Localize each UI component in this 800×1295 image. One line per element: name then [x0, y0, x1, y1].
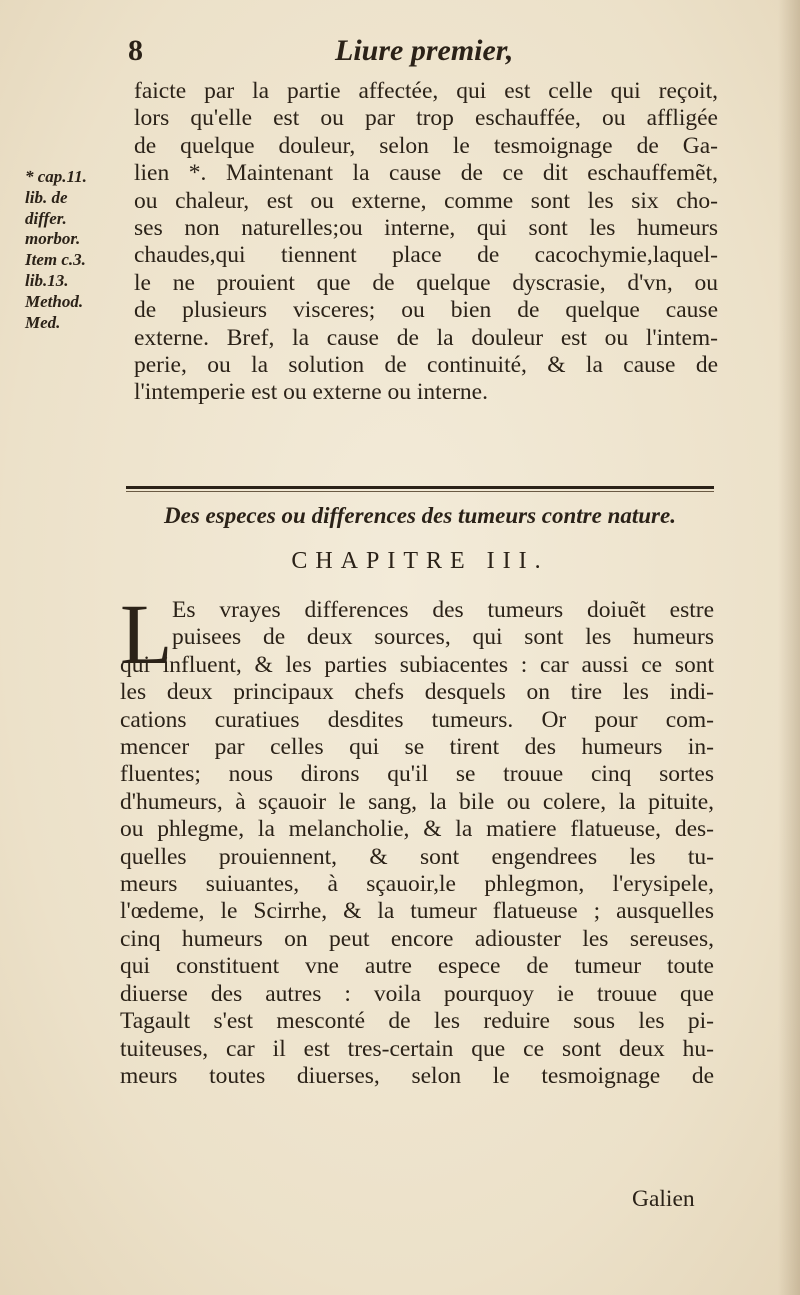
section-title: Des especes ou differences des tumeurs contre nature.: [164, 503, 676, 528]
page-edge-shadow: [778, 0, 800, 1295]
chapter-line: cinq humeurs on peut encore adiouster les sereuses,: [120, 925, 714, 952]
body-line: de quelque douleur, selon le tesmoignage de Ga-: [134, 132, 718, 159]
section-divider: [126, 486, 714, 489]
section-divider-thin: [126, 491, 714, 492]
page-header: [0, 30, 800, 80]
chapter-line: ou phlegme, la melancholie, & la matiere flatueuse, des-: [120, 816, 714, 843]
chapter-line: puisees de deux sources, qui sont les humeurs: [172, 624, 714, 651]
marginal-note-line: lib.13.: [25, 270, 69, 290]
chapter-line: tuiteuses, car il est tres-certain que ce sont deux hu-: [120, 1035, 714, 1062]
chapter-line: fluentes; nous dirons qu'il se trouue cinq sortes: [120, 761, 714, 788]
chapter-line: meurs toutes diuerses, selon le tesmoignage de: [120, 1062, 714, 1089]
chapter-line: mencer par celles qui se tirent des humeurs in-: [120, 734, 714, 761]
body-line: de plusieurs visceres; ou bien de quelque cause: [134, 297, 718, 324]
marginal-note-line: Item c.3.: [25, 250, 86, 270]
catchword: Galien: [632, 1186, 695, 1212]
chapter-line: l'œdeme, le Scirrhe, & la tumeur flatueuse ; ausquelles: [120, 898, 714, 925]
chapter-line: qui influent, & les parties subiacentes : car aussi ce sont: [120, 651, 714, 678]
marginal-note-line: lib. de: [25, 187, 68, 207]
body-line: ses non naturelles;ou interne, qui sont les humeurs: [134, 215, 718, 242]
body-line: l'intemperie est ou externe ou interne.: [134, 379, 488, 406]
body-line: le ne prouient que de quelque dyscrasie, d'vn, ou: [134, 269, 718, 296]
body-paragraph: [134, 78, 718, 407]
body-line: faicte par la partie affectée, qui est celle qui reçoit,: [134, 78, 718, 104]
body-line: chaudes,qui tiennent place de cacochymie,laquel-: [134, 242, 718, 269]
body-line: externe. Bref, la cause de la douleur est ou l'intem-: [134, 324, 718, 351]
chapter-line: meurs suiuantes, à sçauoir,le phlegmon, l'erysipele,: [120, 871, 714, 898]
marginal-note-line: Method.: [25, 291, 84, 311]
chapter-line: Tagault s'est mesconté de les reduire sous les pi-: [120, 1008, 714, 1035]
running-title: Liure premier,: [335, 34, 514, 67]
chapter-line: Es vrayes differences des tumeurs doiuẽt estre: [172, 597, 714, 623]
chapter-line: quelles prouiennent, & sont engendrees les tu-: [120, 843, 714, 870]
body-line: ou chaleur, est ou externe, comme sont les six cho-: [134, 187, 718, 214]
chapter-line: les deux principaux chefs desquels on tire les indi-: [120, 679, 714, 706]
marginal-note-line: Med.: [25, 312, 61, 332]
marginal-note-line: differ.: [25, 208, 67, 228]
body-line: lien *. Maintenant la cause de ce dit eschauffemẽt,: [134, 160, 718, 187]
body-line: lors qu'elle est ou par trop eschauffée, ou affligée: [134, 105, 718, 132]
body-line: perie, ou la solution de continuité, & la cause de: [134, 352, 718, 379]
marginal-note-line: morbor.: [25, 229, 81, 249]
chapter-heading: CHAPITRE III.: [291, 548, 549, 574]
chapter-line: diuerse des autres : voila pourquoy ie trouue que: [120, 980, 714, 1007]
marginal-note-line: * cap.11.: [25, 167, 87, 186]
chapter-paragraph: [120, 597, 714, 1090]
chapter-line: d'humeurs, à sçauoir le sang, la bile ou colere, la pituite,: [120, 788, 714, 815]
page-number: 8: [128, 34, 143, 67]
drop-cap: L: [120, 586, 173, 682]
chapter-line: qui constituent vne autre espece de tumeur toute: [120, 953, 714, 980]
marginal-note: [25, 167, 130, 333]
chapter-line: cations curatiues desdites tumeurs. Or pour com-: [120, 706, 714, 733]
